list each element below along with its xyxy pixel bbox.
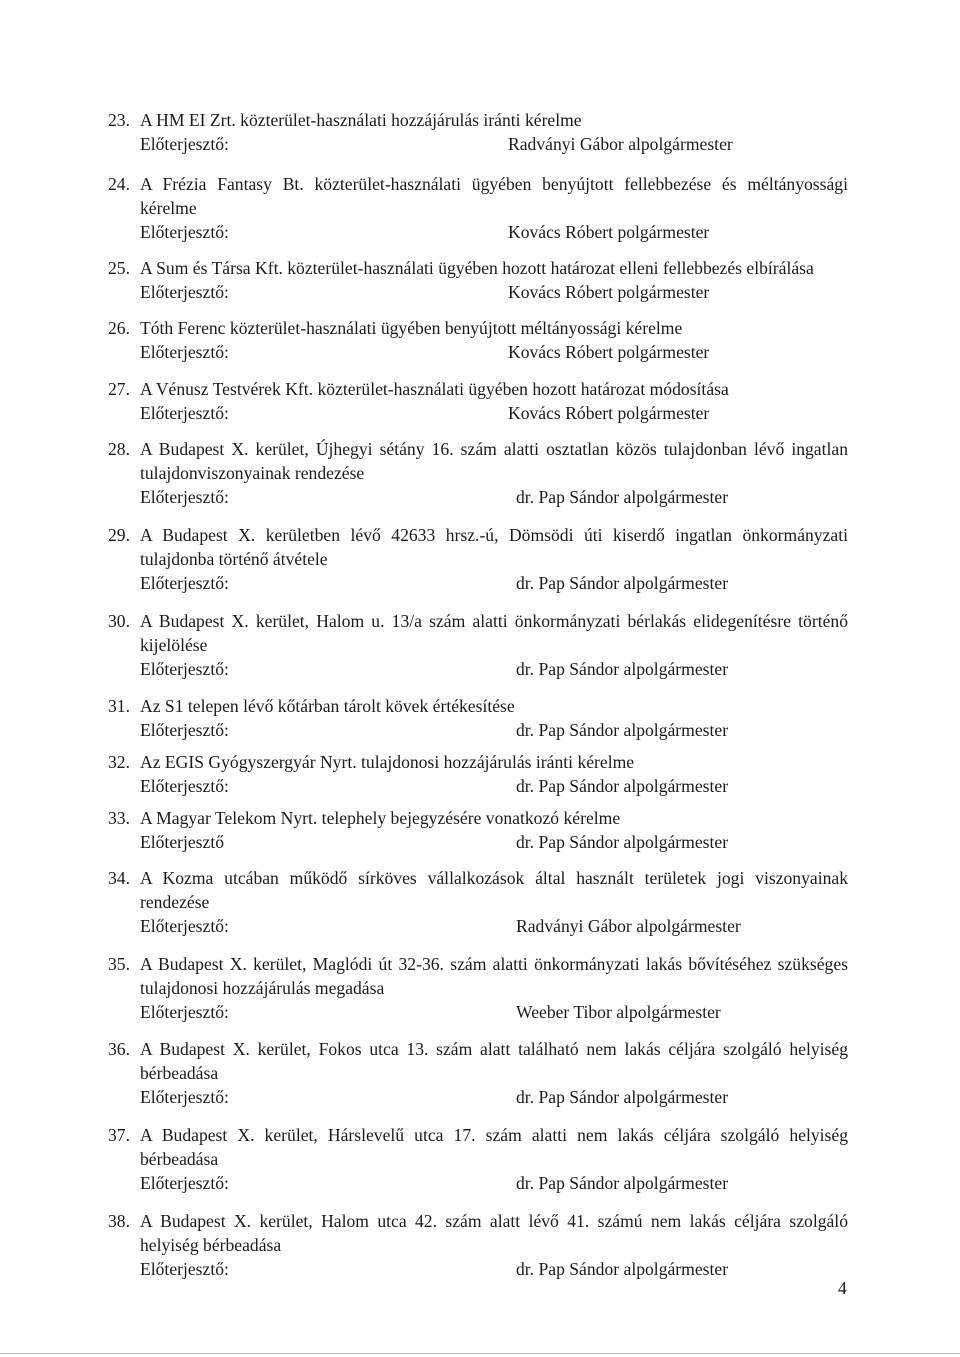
presenter-name: dr. Pap Sándor alpolgármester — [516, 487, 729, 507]
item-title: A Budapest X. kerület, Hárslevelű utca 17. szám alatti nem lakás céljára szolgáló helyiség bérbeadása — [140, 1125, 848, 1169]
presenter-name: Kovács Róbert polgármester — [508, 282, 710, 302]
presenter-label: Előterjesztő: — [140, 487, 229, 507]
presenter-line — [140, 914, 848, 938]
presenter-line — [140, 1257, 848, 1281]
presenter-line — [140, 830, 848, 854]
presenter-name: dr. Pap Sándor alpolgármester — [516, 573, 729, 593]
item-number: 33. — [108, 808, 130, 828]
presenter-line — [140, 657, 848, 681]
item-title: A Budapest X. kerület, Maglódi út 32-36. szám alatti önkormányzati lakás bővítéséhez szükséges tulajdonosi hozzájárulás megadása — [140, 954, 848, 998]
presenter-line — [140, 401, 848, 425]
presenter-label: Előterjesztő: — [140, 134, 229, 154]
presenter-line — [140, 1000, 848, 1024]
presenter-line — [140, 280, 848, 304]
item-number: 28. — [108, 439, 130, 459]
presenter-line — [140, 1085, 848, 1109]
footer-divider — [0, 1353, 960, 1354]
item-number: 25. — [108, 258, 130, 278]
presenter-line — [140, 485, 848, 509]
agenda-item-25 — [108, 256, 848, 304]
item-title: A HM EI Zrt. közterület-használati hozzájárulás iránti kérelme — [140, 110, 582, 130]
item-title: Tóth Ferenc közterület-használati ügyében benyújtott méltányossági kérelme — [140, 318, 683, 338]
item-title: A Kozma utcában működő sírköves vállalkozások által használt területek jogi viszonyainak rendezése — [140, 868, 848, 912]
presenter-line — [140, 220, 848, 244]
presenter-name: dr. Pap Sándor alpolgármester — [516, 832, 729, 852]
presenter-name: Kovács Róbert polgármester — [508, 222, 710, 242]
agenda-item-34 — [108, 866, 848, 938]
presenter-label: Előterjesztő: — [140, 573, 229, 593]
item-number: 29. — [108, 525, 130, 545]
item-title: A Vénusz Testvérek Kft. közterület-használati ügyében hozott határozat módosítása — [140, 379, 729, 399]
item-title: A Budapest X. kerület, Fokos utca 13. szám alatt található nem lakás céljára szolgáló helyiség bérbeadása — [140, 1039, 848, 1083]
presenter-name: Weeber Tibor alpolgármester — [516, 1002, 721, 1022]
presenter-name: dr. Pap Sándor alpolgármester — [516, 720, 729, 740]
agenda-item-37 — [108, 1123, 848, 1195]
presenter-label: Előterjesztő: — [140, 776, 229, 796]
presenter-label: Előterjesztő: — [140, 222, 229, 242]
item-number: 24. — [108, 174, 130, 194]
item-number: 35. — [108, 954, 130, 974]
presenter-name: Radványi Gábor alpolgármester — [508, 134, 733, 154]
item-title: A Frézia Fantasy Bt. közterület-használati ügyében benyújtott fellebbezése és méltányossági kérelme — [140, 174, 848, 218]
agenda-item-36 — [108, 1037, 848, 1109]
presenter-label: Előterjesztő: — [140, 916, 229, 936]
item-number: 36. — [108, 1039, 130, 1059]
presenter-name: dr. Pap Sándor alpolgármester — [516, 776, 729, 796]
item-number: 34. — [108, 868, 130, 888]
page-number: 4 — [838, 1278, 847, 1298]
presenter-label: Előterjesztő: — [140, 1087, 229, 1107]
presenter-line — [140, 774, 848, 798]
presenter-label: Előterjesztő: — [140, 282, 229, 302]
agenda-item-35 — [108, 952, 848, 1024]
item-title: A Magyar Telekom Nyrt. telephely bejegyzésére vonatkozó kérelme — [140, 808, 621, 828]
presenter-label: Előterjesztő: — [140, 659, 229, 679]
agenda-item-31 — [108, 694, 848, 742]
agenda-item-24 — [108, 172, 848, 244]
presenter-name: Radványi Gábor alpolgármester — [516, 916, 741, 936]
presenter-name: dr. Pap Sándor alpolgármester — [516, 1259, 729, 1279]
presenter-line — [140, 132, 848, 156]
agenda-item-30 — [108, 609, 848, 681]
presenter-name: Kovács Róbert polgármester — [508, 403, 710, 423]
item-title: A Budapest X. kerület, Halom u. 13/a szám alatti önkormányzati bérlakás elidegenítésre történő kijelölése — [140, 611, 848, 655]
agenda-item-26 — [108, 316, 848, 364]
agenda-item-38 — [108, 1209, 848, 1281]
presenter-line — [140, 340, 848, 364]
item-title: A Budapest X. kerület, Halom utca 42. szám alatt lévő 41. számú nem lakás céljára szolgáló helyiség bérbeadása — [140, 1211, 848, 1255]
presenter-label: Előterjesztő: — [140, 342, 229, 362]
presenter-name: Kovács Róbert polgármester — [508, 342, 710, 362]
item-title: A Budapest X. kerületben lévő 42633 hrsz.-ú, Dömsödi úti kiserdő ingatlan önkormányzati tulajdonba történő átvétele — [140, 525, 848, 569]
presenter-name: dr. Pap Sándor alpolgármester — [516, 659, 729, 679]
item-number: 31. — [108, 696, 130, 716]
presenter-label: Előterjesztő: — [140, 720, 229, 740]
presenter-name: dr. Pap Sándor alpolgármester — [516, 1087, 729, 1107]
item-title: Az EGIS Gyógyszergyár Nyrt. tulajdonosi hozzájárulás iránti kérelme — [140, 752, 635, 772]
item-number: 23. — [108, 110, 130, 130]
presenter-name: dr. Pap Sándor alpolgármester — [516, 1173, 729, 1193]
item-number: 32. — [108, 752, 130, 772]
agenda-item-27 — [108, 377, 848, 425]
agenda-list — [108, 108, 848, 1281]
agenda-item-33 — [108, 806, 848, 854]
item-number: 26. — [108, 318, 130, 338]
item-title: Az S1 telepen lévő kőtárban tárolt kövek értékesítése — [140, 696, 515, 716]
agenda-item-23 — [108, 108, 848, 156]
item-number: 27. — [108, 379, 130, 399]
agenda-item-28 — [108, 437, 848, 509]
presenter-label: Előterjesztő — [140, 832, 225, 852]
item-number: 30. — [108, 611, 130, 631]
presenter-line — [140, 718, 848, 742]
presenter-label: Előterjesztő: — [140, 1173, 229, 1193]
agenda-item-32 — [108, 750, 848, 798]
item-title: A Budapest X. kerület, Újhegyi sétány 16. szám alatti osztatlan közös tulajdonban lévő ingatlan tulajdonviszonyainak rendezése — [140, 439, 848, 483]
presenter-line — [140, 1171, 848, 1195]
item-title: A Sum és Társa Kft. közterület-használati ügyében hozott határozat elleni fellebbezés elbírálása — [140, 258, 814, 278]
item-number: 37. — [108, 1125, 130, 1145]
item-number: 38. — [108, 1211, 130, 1231]
presenter-label: Előterjesztő: — [140, 403, 229, 423]
presenter-label: Előterjesztő: — [140, 1002, 229, 1022]
presenter-label: Előterjesztő: — [140, 1259, 229, 1279]
agenda-item-29 — [108, 523, 848, 595]
presenter-line — [140, 571, 848, 595]
